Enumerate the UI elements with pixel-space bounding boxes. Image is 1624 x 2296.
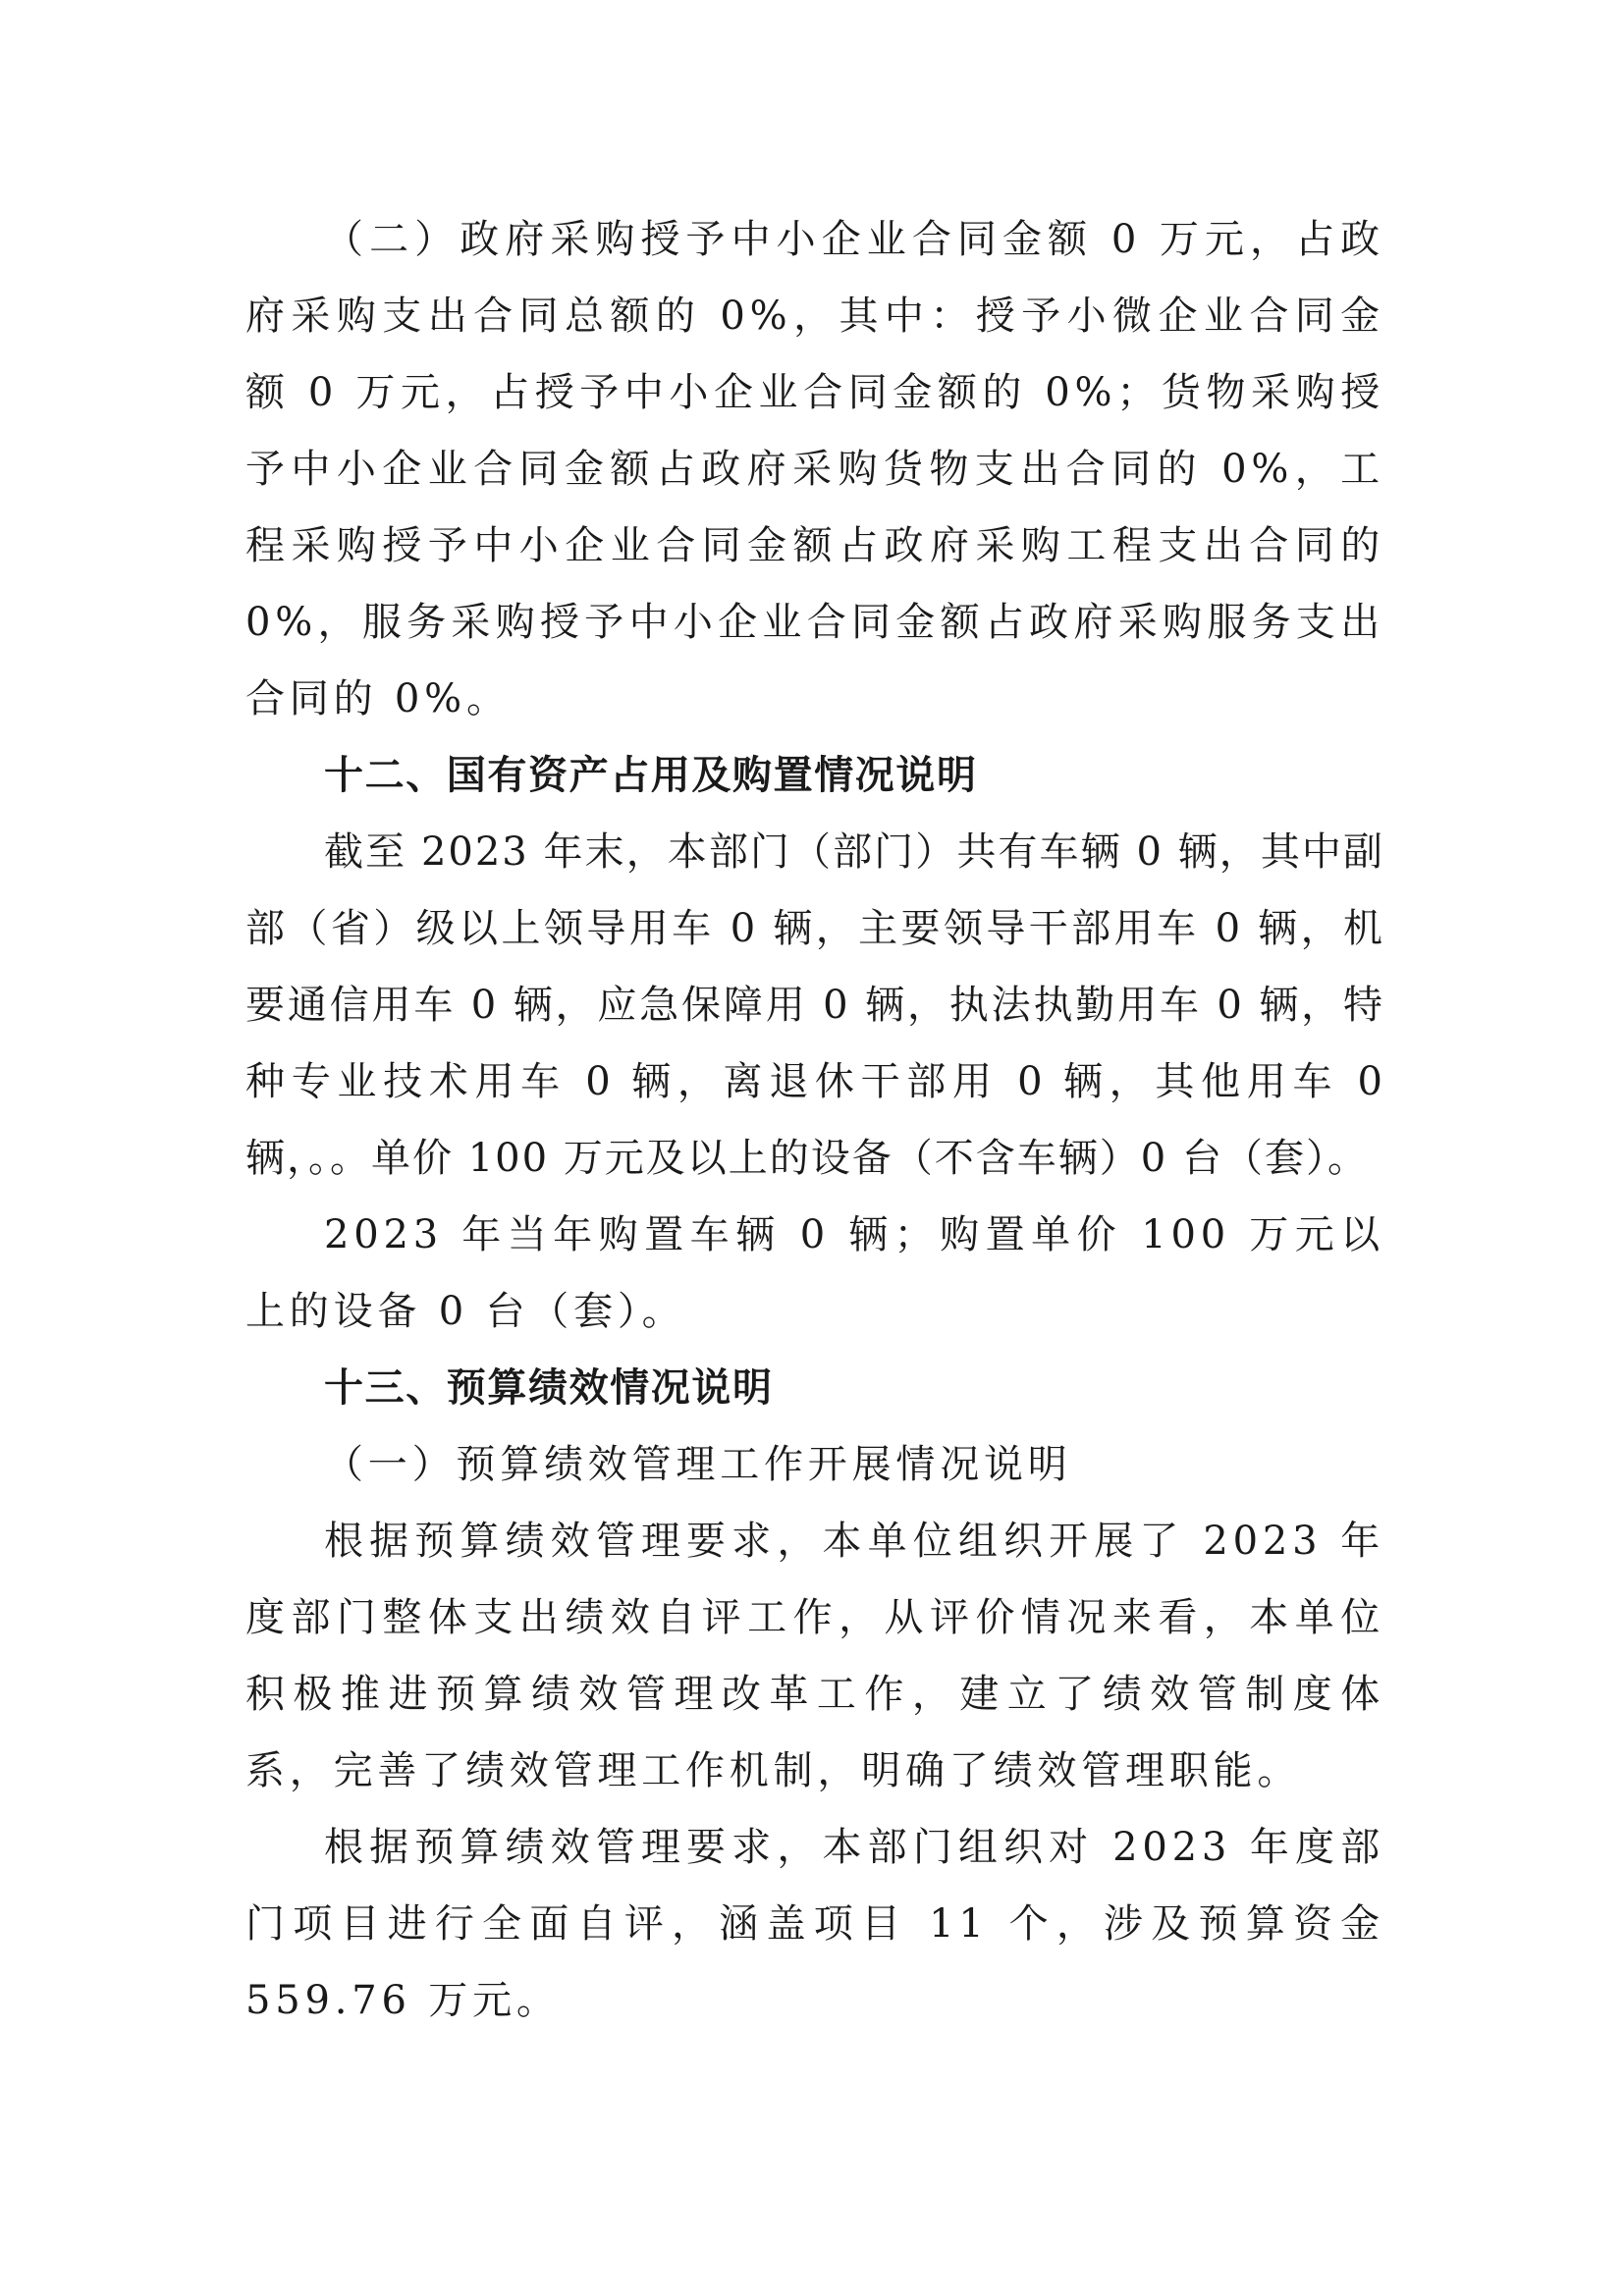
paragraph-vehicles: 截至 2023 年末，本部门（部门）共有车辆 0 辆，其中副部（省）级以上领导用车 0 辆，主要领导干部用车 0 辆，机要通信用车 0 辆，应急保障用 0 辆，执法执勤用车 0 辆，特种专业技术用车 0 辆，离退休干部用 0 辆，其他用车 0 辆，。。单价 100 万元及以上的设备（不含车辆）0 台（套）。 [245, 829, 1384, 1181]
paragraph-vehicle-purchase: 2023 年当年购置车辆 0 辆；购置单价 100 万元以上的设备 0 台（套）。 [245, 1212, 1384, 1334]
paragraph-project-evaluation: 根据预算绩效管理要求，本部门组织对 2023 年度部门项目进行全面自评，涵盖项目 11 个，涉及预算资金 559.76 万元。 [245, 1825, 1384, 2023]
section-heading-state-assets: 十二、国有资产占用及购置情况说明 [324, 753, 978, 798]
paragraph-sme-procurement: （二）政府采购授予中小企业合同金额 0 万元，占政府采购支出合同总额的 0%，其中：授予小微企业合同金额 0 万元，占授予中小企业合同金额的 0%；货物采购授予中小企业合同金额占政府采购货物支出合同的 0%，工程采购授予中小企业合同金额占政府采购工程支出合同的 0%，服务采购授予中小企业合同金额占政府采购服务支出合同的 0%。 [245, 217, 1384, 721]
document-page [245, 201, 1384, 2039]
subsection-heading-performance-management: （一）预算绩效管理工作开展情况说明 [324, 1442, 1072, 1487]
section-heading-performance: 十三、预算绩效情况说明 [324, 1365, 774, 1411]
paragraph-self-evaluation: 根据预算绩效管理要求，本单位组织开展了 2023 年度部门整体支出绩效自评工作，从评价情况来看，本单位积极推进预算绩效管理改革工作，建立了绩效管制度体系，完善了绩效管理工作机制，明确了绩效管理职能。 [245, 1519, 1384, 1793]
